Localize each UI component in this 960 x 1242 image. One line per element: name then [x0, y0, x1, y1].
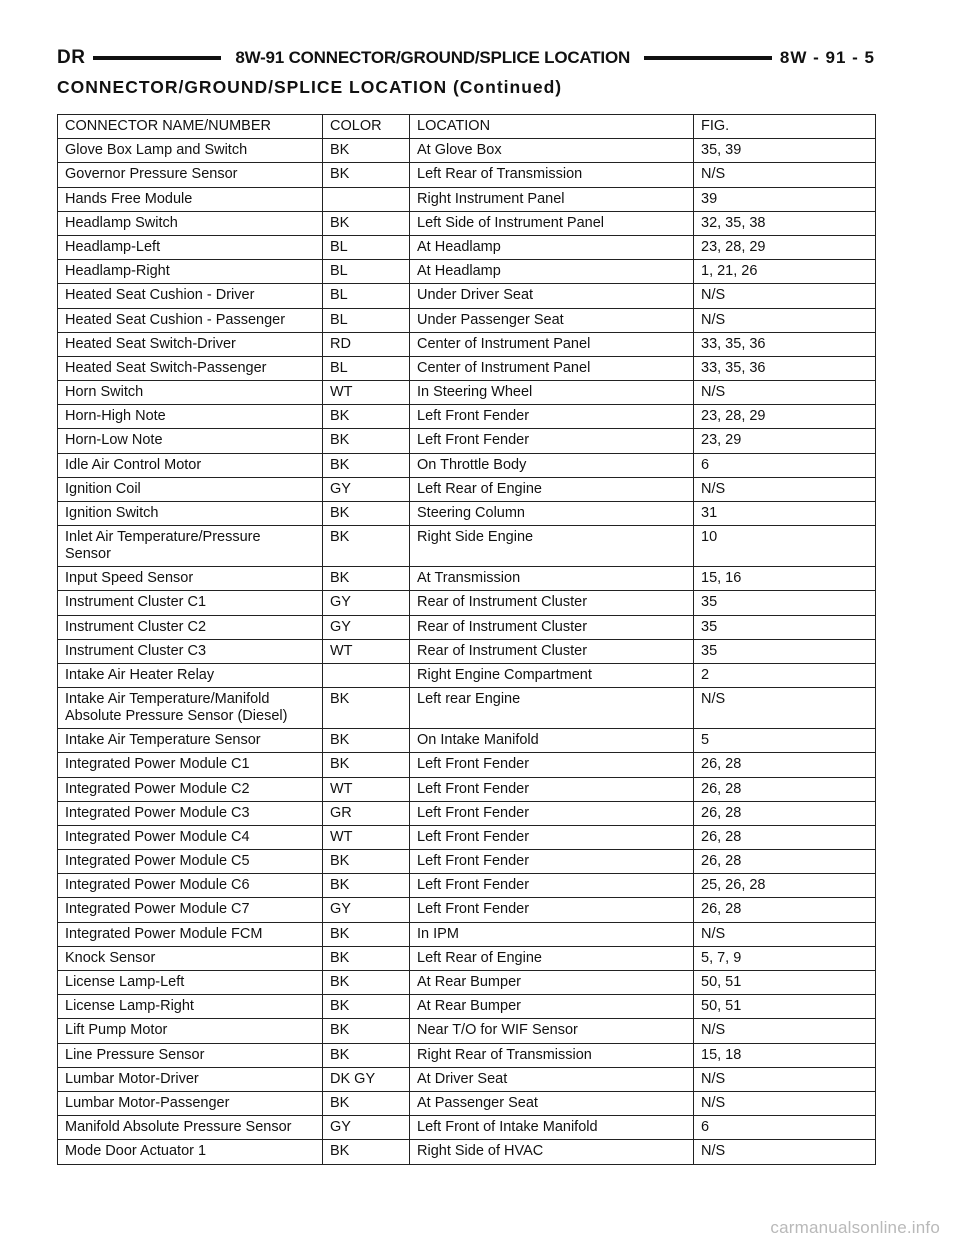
cell-color: WT [323, 825, 410, 849]
cell-color: GY [323, 1116, 410, 1140]
cell-fig: 26, 28 [694, 801, 876, 825]
cell-color: GR [323, 801, 410, 825]
table-row [58, 1067, 876, 1091]
cell-color: BK [323, 429, 410, 453]
cell-location: Right Engine Compartment [410, 663, 694, 687]
cell-fig: 35 [694, 591, 876, 615]
cell-fig: 26, 28 [694, 850, 876, 874]
table-row [58, 284, 876, 308]
cell-location: Left Front Fender [410, 801, 694, 825]
table-row [58, 825, 876, 849]
table-row [58, 502, 876, 526]
table-row [58, 332, 876, 356]
cell-color [323, 663, 410, 687]
cell-location: Left rear Engine [410, 688, 694, 729]
cell-fig: N/S [694, 308, 876, 332]
cell-color: BK [323, 453, 410, 477]
cell-color: DK GY [323, 1067, 410, 1091]
cell-location: At Rear Bumper [410, 995, 694, 1019]
cell-fig: 31 [694, 502, 876, 526]
cell-location: Left Front Fender [410, 429, 694, 453]
cell-color: BK [323, 567, 410, 591]
cell-location: At Rear Bumper [410, 971, 694, 995]
cell-color: BK [323, 1043, 410, 1067]
cell-fig: 6 [694, 453, 876, 477]
cell-location: On Intake Manifold [410, 729, 694, 753]
table-row [58, 591, 876, 615]
cell-connector-name: Glove Box Lamp and Switch [58, 139, 323, 163]
cell-location: Left Rear of Engine [410, 946, 694, 970]
table-row [58, 971, 876, 995]
column-header-color: COLOR [323, 115, 410, 139]
cell-location: Left Front Fender [410, 825, 694, 849]
table-row [58, 688, 876, 729]
cell-fig: 35 [694, 639, 876, 663]
cell-connector-name: Instrument Cluster C3 [58, 639, 323, 663]
cell-fig: 5, 7, 9 [694, 946, 876, 970]
cell-fig: N/S [694, 688, 876, 729]
cell-connector-name: Horn Switch [58, 381, 323, 405]
table-row [58, 381, 876, 405]
cell-fig: 26, 28 [694, 753, 876, 777]
cell-connector-name: Integrated Power Module FCM [58, 922, 323, 946]
cell-color: BK [323, 688, 410, 729]
cell-connector-name: Governor Pressure Sensor [58, 163, 323, 187]
cell-color: GY [323, 477, 410, 501]
cell-fig: 26, 28 [694, 825, 876, 849]
cell-location: Left Front Fender [410, 753, 694, 777]
cell-color: GY [323, 591, 410, 615]
cell-color: BK [323, 502, 410, 526]
section-title: CONNECTOR/GROUND/SPLICE LOCATION (Continued) [57, 77, 563, 97]
cell-fig: N/S [694, 1019, 876, 1043]
table-body [58, 139, 876, 1164]
cell-fig: 39 [694, 187, 876, 211]
table-row [58, 405, 876, 429]
cell-location: Left Side of Instrument Panel [410, 211, 694, 235]
cell-connector-name: License Lamp-Left [58, 971, 323, 995]
table-row [58, 1116, 876, 1140]
table-header-row [58, 115, 876, 139]
cell-connector-name: Headlamp-Right [58, 260, 323, 284]
cell-fig: N/S [694, 477, 876, 501]
table-row [58, 567, 876, 591]
table-row [58, 526, 876, 567]
table-row [58, 639, 876, 663]
table-row [58, 801, 876, 825]
cell-fig: 5 [694, 729, 876, 753]
cell-connector-name: Intake Air Heater Relay [58, 663, 323, 687]
cell-connector-name: Heated Seat Cushion - Driver [58, 284, 323, 308]
cell-connector-name: Lift Pump Motor [58, 1019, 323, 1043]
cell-location: At Transmission [410, 567, 694, 591]
cell-fig: N/S [694, 284, 876, 308]
cell-connector-name: Heated Seat Switch-Passenger [58, 356, 323, 380]
cell-location: Under Driver Seat [410, 284, 694, 308]
table-row [58, 477, 876, 501]
cell-connector-name: Headlamp Switch [58, 211, 323, 235]
table-row [58, 211, 876, 235]
cell-fig: 15, 18 [694, 1043, 876, 1067]
cell-location: At Passenger Seat [410, 1091, 694, 1115]
cell-location: Near T/O for WIF Sensor [410, 1019, 694, 1043]
cell-fig: 15, 16 [694, 567, 876, 591]
cell-connector-name: Heated Seat Cushion - Passenger [58, 308, 323, 332]
cell-color: BK [323, 139, 410, 163]
cell-location: Right Instrument Panel [410, 187, 694, 211]
cell-location: Right Side of HVAC [410, 1140, 694, 1164]
cell-color: BK [323, 753, 410, 777]
cell-color: BK [323, 922, 410, 946]
cell-color: WT [323, 381, 410, 405]
cell-fig: N/S [694, 1140, 876, 1164]
table-row [58, 1091, 876, 1115]
cell-connector-name: Intake Air Temperature Sensor [58, 729, 323, 753]
cell-fig: 10 [694, 526, 876, 567]
cell-fig: 2 [694, 663, 876, 687]
table-row [58, 898, 876, 922]
cell-connector-name: Integrated Power Module C3 [58, 801, 323, 825]
cell-color: RD [323, 332, 410, 356]
cell-color: BK [323, 163, 410, 187]
cell-color: BL [323, 284, 410, 308]
cell-color: WT [323, 777, 410, 801]
table-row [58, 429, 876, 453]
cell-color: BK [323, 1140, 410, 1164]
table-row [58, 260, 876, 284]
cell-color: BK [323, 874, 410, 898]
cell-color: BK [323, 526, 410, 567]
table-row [58, 163, 876, 187]
cell-location: Left Front Fender [410, 874, 694, 898]
cell-connector-name: Hands Free Module [58, 187, 323, 211]
cell-fig: 50, 51 [694, 995, 876, 1019]
cell-color: BL [323, 235, 410, 259]
cell-location: At Headlamp [410, 260, 694, 284]
cell-color: BK [323, 1091, 410, 1115]
cell-connector-name: Instrument Cluster C2 [58, 615, 323, 639]
table-row [58, 1140, 876, 1164]
table-row [58, 1019, 876, 1043]
header-page-number: 8W - 91 - 5 [779, 48, 875, 67]
cell-connector-name: Mode Door Actuator 1 [58, 1140, 323, 1164]
cell-location: On Throttle Body [410, 453, 694, 477]
cell-fig: 33, 35, 36 [694, 332, 876, 356]
cell-connector-name: Integrated Power Module C1 [58, 753, 323, 777]
cell-color: BK [323, 405, 410, 429]
table-row [58, 1043, 876, 1067]
cell-connector-name: Intake Air Temperature/Manifold Absolute Pressure Sensor (Diesel) [58, 688, 323, 729]
table-row [58, 453, 876, 477]
cell-location: Center of Instrument Panel [410, 332, 694, 356]
table-row [58, 139, 876, 163]
cell-location: Right Rear of Transmission [410, 1043, 694, 1067]
cell-connector-name: Manifold Absolute Pressure Sensor [58, 1116, 323, 1140]
cell-color: WT [323, 639, 410, 663]
cell-location: In Steering Wheel [410, 381, 694, 405]
cell-location: At Driver Seat [410, 1067, 694, 1091]
table-row [58, 187, 876, 211]
cell-connector-name: Integrated Power Module C5 [58, 850, 323, 874]
cell-color: BL [323, 260, 410, 284]
column-header-connector: CONNECTOR NAME/NUMBER [58, 115, 323, 139]
table-row [58, 663, 876, 687]
cell-connector-name: Ignition Coil [58, 477, 323, 501]
cell-location: Rear of Instrument Cluster [410, 639, 694, 663]
cell-connector-name: Instrument Cluster C1 [58, 591, 323, 615]
cell-fig: 23, 28, 29 [694, 405, 876, 429]
cell-location: Left Rear of Engine [410, 477, 694, 501]
cell-connector-name: Line Pressure Sensor [58, 1043, 323, 1067]
cell-connector-name: Integrated Power Module C2 [58, 777, 323, 801]
cell-connector-name: Horn-Low Note [58, 429, 323, 453]
cell-connector-name: Input Speed Sensor [58, 567, 323, 591]
cell-location: Left Front Fender [410, 405, 694, 429]
cell-fig: N/S [694, 163, 876, 187]
cell-connector-name: Lumbar Motor-Passenger [58, 1091, 323, 1115]
cell-color: BK [323, 1019, 410, 1043]
cell-connector-name: Integrated Power Module C7 [58, 898, 323, 922]
column-header-fig: FIG. [694, 115, 876, 139]
cell-location: Center of Instrument Panel [410, 356, 694, 380]
cell-color: BK [323, 729, 410, 753]
cell-color: BK [323, 850, 410, 874]
cell-connector-name: Inlet Air Temperature/Pressure Sensor [58, 526, 323, 567]
cell-connector-name: Lumbar Motor-Driver [58, 1067, 323, 1091]
cell-fig: N/S [694, 1091, 876, 1115]
table-row [58, 874, 876, 898]
cell-color: BK [323, 995, 410, 1019]
cell-fig: N/S [694, 922, 876, 946]
header-section-code: DR [57, 47, 86, 68]
connector-location-table [57, 114, 876, 1165]
column-header-location: LOCATION [410, 115, 694, 139]
cell-connector-name: Heated Seat Switch-Driver [58, 332, 323, 356]
cell-connector-name: Integrated Power Module C4 [58, 825, 323, 849]
cell-location: Left Front Fender [410, 898, 694, 922]
cell-connector-name: Knock Sensor [58, 946, 323, 970]
cell-fig: 6 [694, 1116, 876, 1140]
cell-location: Left Rear of Transmission [410, 163, 694, 187]
cell-location: Rear of Instrument Cluster [410, 591, 694, 615]
table-row [58, 235, 876, 259]
table-row [58, 850, 876, 874]
cell-color: BK [323, 211, 410, 235]
cell-connector-name: License Lamp-Right [58, 995, 323, 1019]
cell-color: BK [323, 946, 410, 970]
cell-fig: 25, 26, 28 [694, 874, 876, 898]
cell-fig: 35, 39 [694, 139, 876, 163]
cell-location: At Glove Box [410, 139, 694, 163]
cell-color: GY [323, 898, 410, 922]
cell-fig: 50, 51 [694, 971, 876, 995]
table-row [58, 946, 876, 970]
cell-location: Steering Column [410, 502, 694, 526]
cell-fig: 1, 21, 26 [694, 260, 876, 284]
cell-location: In IPM [410, 922, 694, 946]
table-row [58, 753, 876, 777]
cell-location: Rear of Instrument Cluster [410, 615, 694, 639]
cell-fig: 23, 28, 29 [694, 235, 876, 259]
cell-fig: 35 [694, 615, 876, 639]
cell-fig: N/S [694, 1067, 876, 1091]
header-rule-left [93, 56, 221, 60]
cell-connector-name: Headlamp-Left [58, 235, 323, 259]
header-rule-right [644, 56, 772, 60]
cell-fig: 23, 29 [694, 429, 876, 453]
cell-fig: 33, 35, 36 [694, 356, 876, 380]
cell-location: Left Front Fender [410, 777, 694, 801]
table-row [58, 922, 876, 946]
cell-fig: N/S [694, 381, 876, 405]
cell-connector-name: Idle Air Control Motor [58, 453, 323, 477]
cell-color: GY [323, 615, 410, 639]
cell-fig: 32, 35, 38 [694, 211, 876, 235]
cell-color: BL [323, 308, 410, 332]
cell-connector-name: Ignition Switch [58, 502, 323, 526]
table-row [58, 615, 876, 639]
cell-color: BL [323, 356, 410, 380]
cell-connector-name: Horn-High Note [58, 405, 323, 429]
table-row [58, 356, 876, 380]
cell-color [323, 187, 410, 211]
watermark: carmanualsonline.info [770, 1218, 940, 1237]
cell-location: Right Side Engine [410, 526, 694, 567]
table-row [58, 308, 876, 332]
cell-location: Left Front Fender [410, 850, 694, 874]
cell-fig: 26, 28 [694, 777, 876, 801]
header-title: 8W-91 CONNECTOR/GROUND/SPLICE LOCATION [235, 48, 631, 67]
cell-location: At Headlamp [410, 235, 694, 259]
table-row [58, 729, 876, 753]
cell-location: Left Front of Intake Manifold [410, 1116, 694, 1140]
cell-fig: 26, 28 [694, 898, 876, 922]
page-header [57, 44, 875, 72]
table-row [58, 995, 876, 1019]
cell-color: BK [323, 971, 410, 995]
cell-location: Under Passenger Seat [410, 308, 694, 332]
table-row [58, 777, 876, 801]
cell-connector-name: Integrated Power Module C6 [58, 874, 323, 898]
